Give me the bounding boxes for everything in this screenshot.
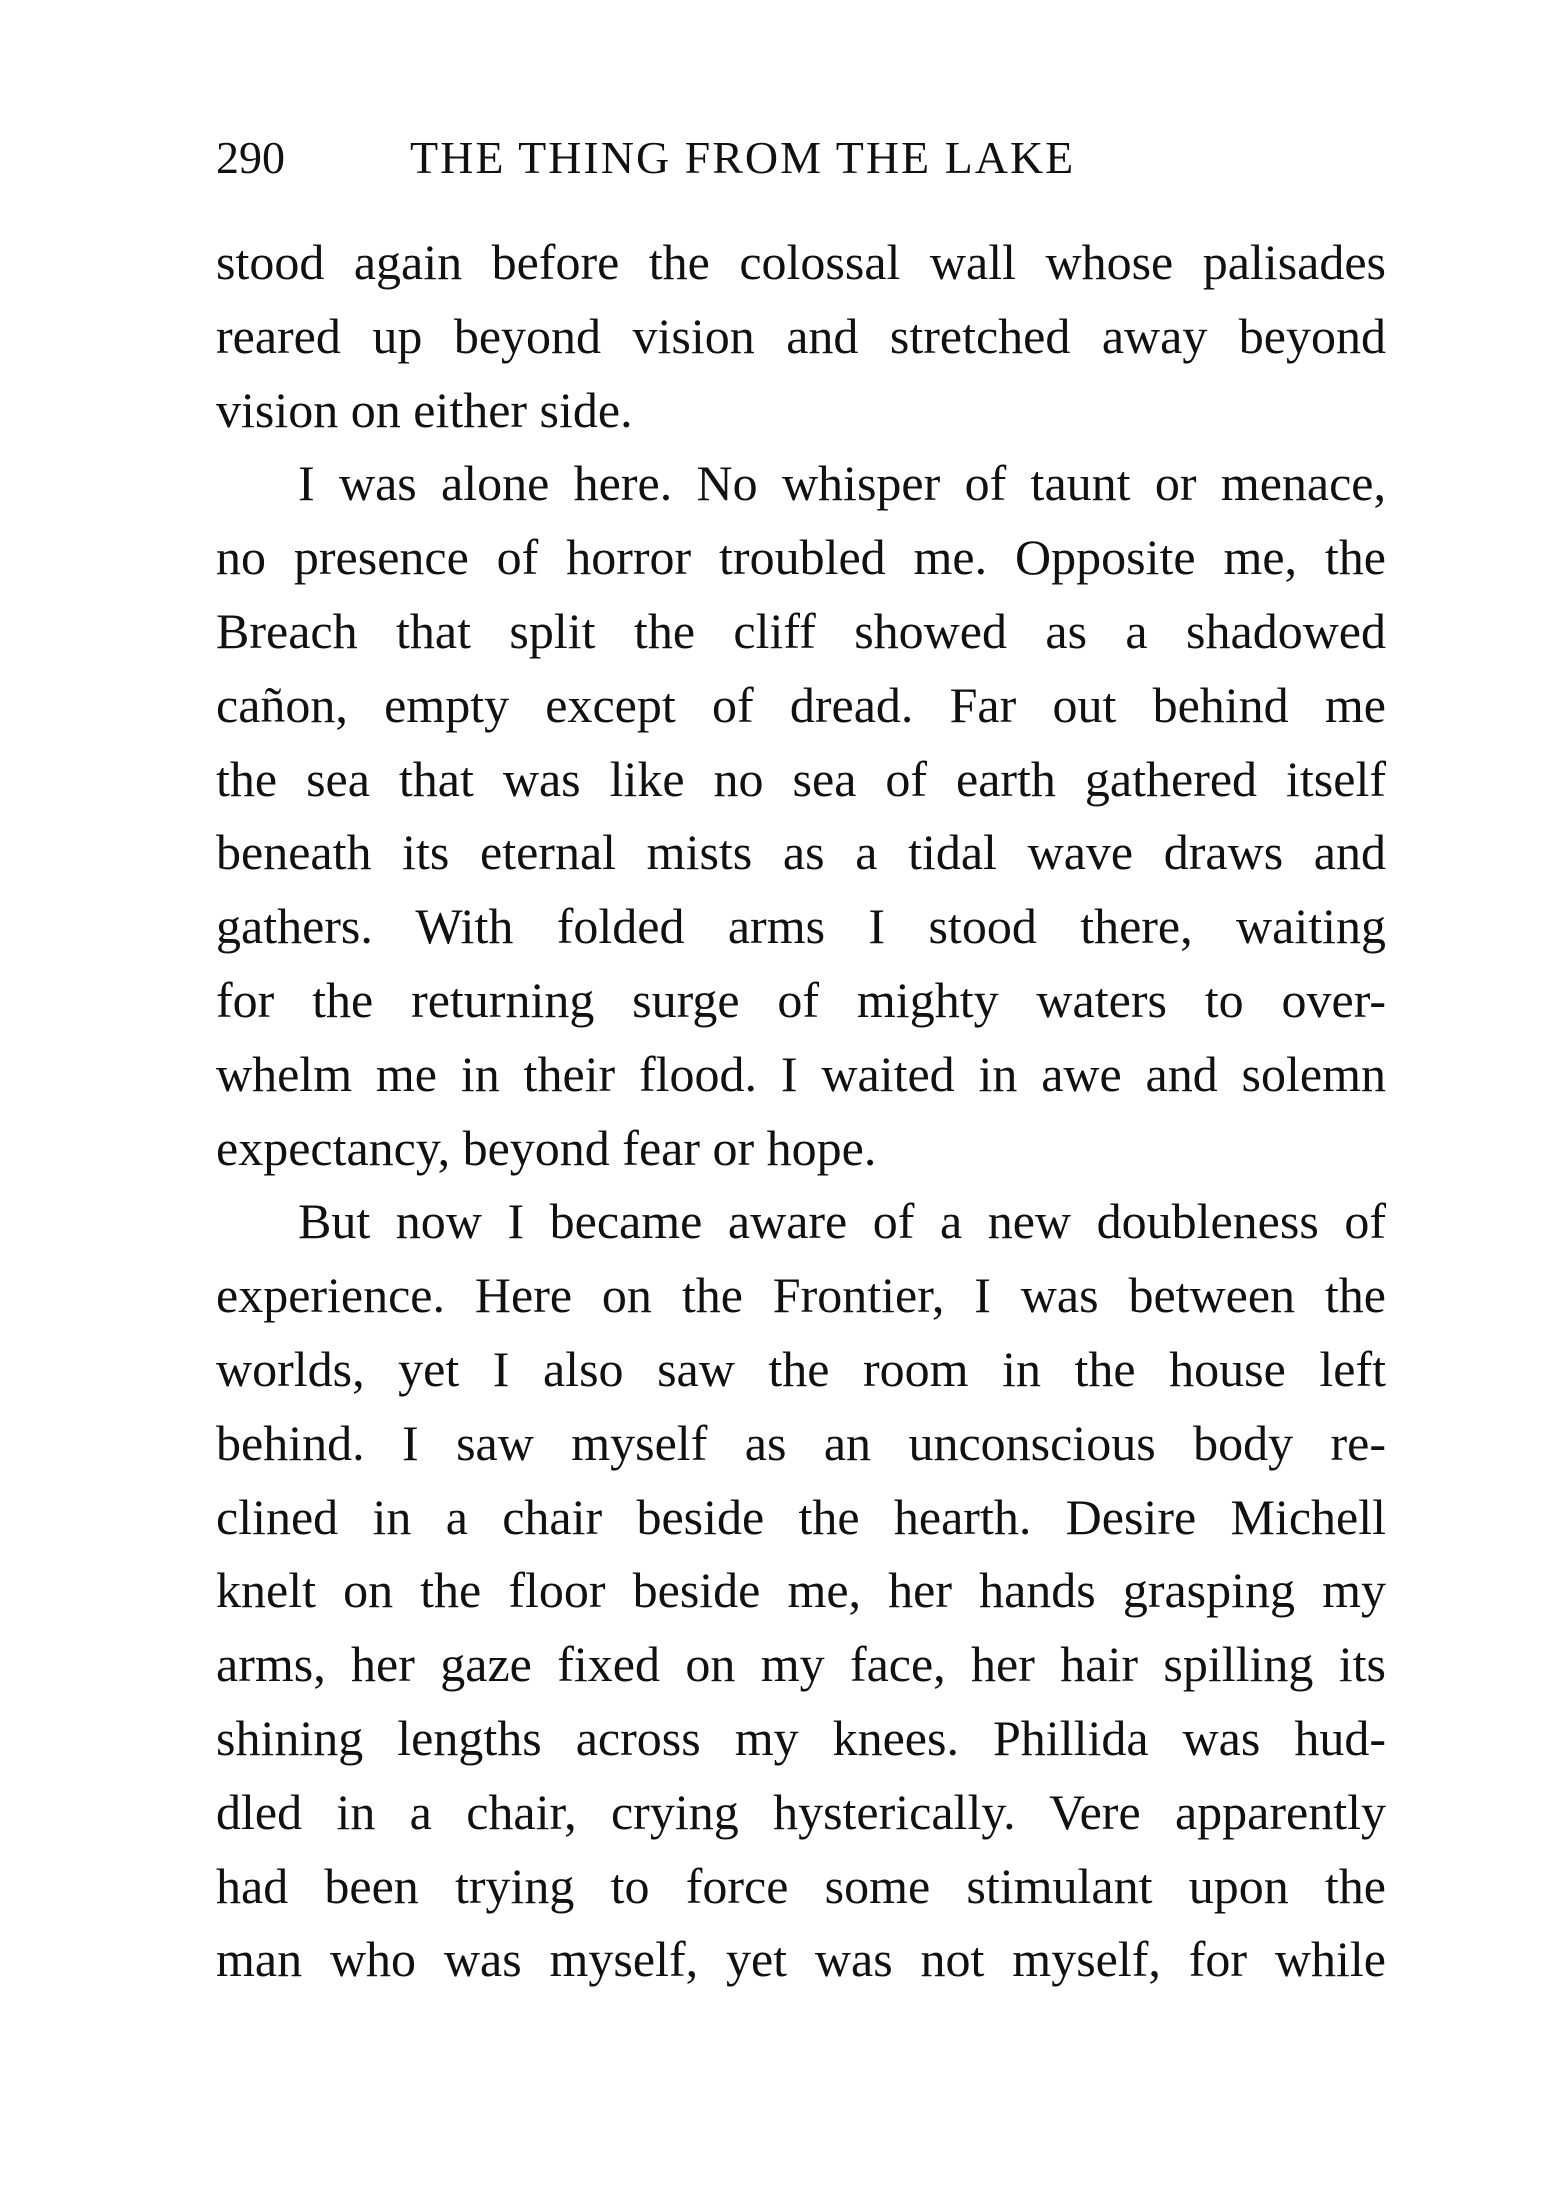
text-line: stood again before the colossal wall whose palisades	[216, 234, 1386, 290]
text-line: experience. Here on the Frontier, I was between the	[216, 1267, 1386, 1324]
text-line: behind. I saw myself as an unconscious body re-	[216, 1414, 1386, 1471]
text-line: whelm me in their flood. I waited in awe and solemn	[216, 1045, 1386, 1102]
text-line: dled in a chair, crying hysterically. Vere apparently	[216, 1783, 1386, 1840]
text-line: cañon, empty except of dread. Far out behind me	[216, 676, 1386, 733]
text-line: no presence of horror troubled me. Opposite me, the	[216, 529, 1386, 586]
text-line: worlds, yet I also saw the room in the house left	[216, 1340, 1386, 1397]
text-line: I was alone here. No whisper of taunt or menace,	[298, 455, 1386, 512]
body-text	[216, 226, 1386, 1997]
text-line: shining lengths across my knees. Phillida was hud-	[216, 1709, 1386, 1766]
running-title: THE THING FROM THE LAKE	[410, 132, 1076, 183]
text-line: for the returning surge of mighty waters to over-	[216, 971, 1386, 1028]
page-number: 290	[216, 132, 285, 183]
running-head	[216, 128, 1386, 188]
text-line: man who was myself, yet was not myself, for while	[216, 1931, 1386, 1988]
text-line: vision on either side.	[216, 381, 633, 438]
text-line: arms, her gaze fixed on my face, her hair spilling its	[216, 1636, 1386, 1693]
text-line: clined in a chair beside the hearth. Desire Michell	[216, 1488, 1386, 1545]
text-line: beneath its eternal mists as a tidal wave draws and	[216, 824, 1386, 881]
text-line: But now I became aware of a new doubleness of	[298, 1193, 1386, 1250]
text-line: Breach that split the cliff showed as a shadowed	[216, 602, 1386, 659]
text-line: gathers. With folded arms I stood there, waiting	[216, 898, 1386, 955]
text-line: reared up beyond vision and stretched away beyond	[216, 307, 1386, 364]
text-line: had been trying to force some stimulant upon the	[216, 1857, 1386, 1914]
text-line: expectancy, beyond fear or hope.	[216, 1119, 877, 1176]
text-line: knelt on the floor beside me, her hands grasping my	[216, 1562, 1386, 1619]
text-line: the sea that was like no sea of earth gathered itself	[216, 750, 1386, 807]
